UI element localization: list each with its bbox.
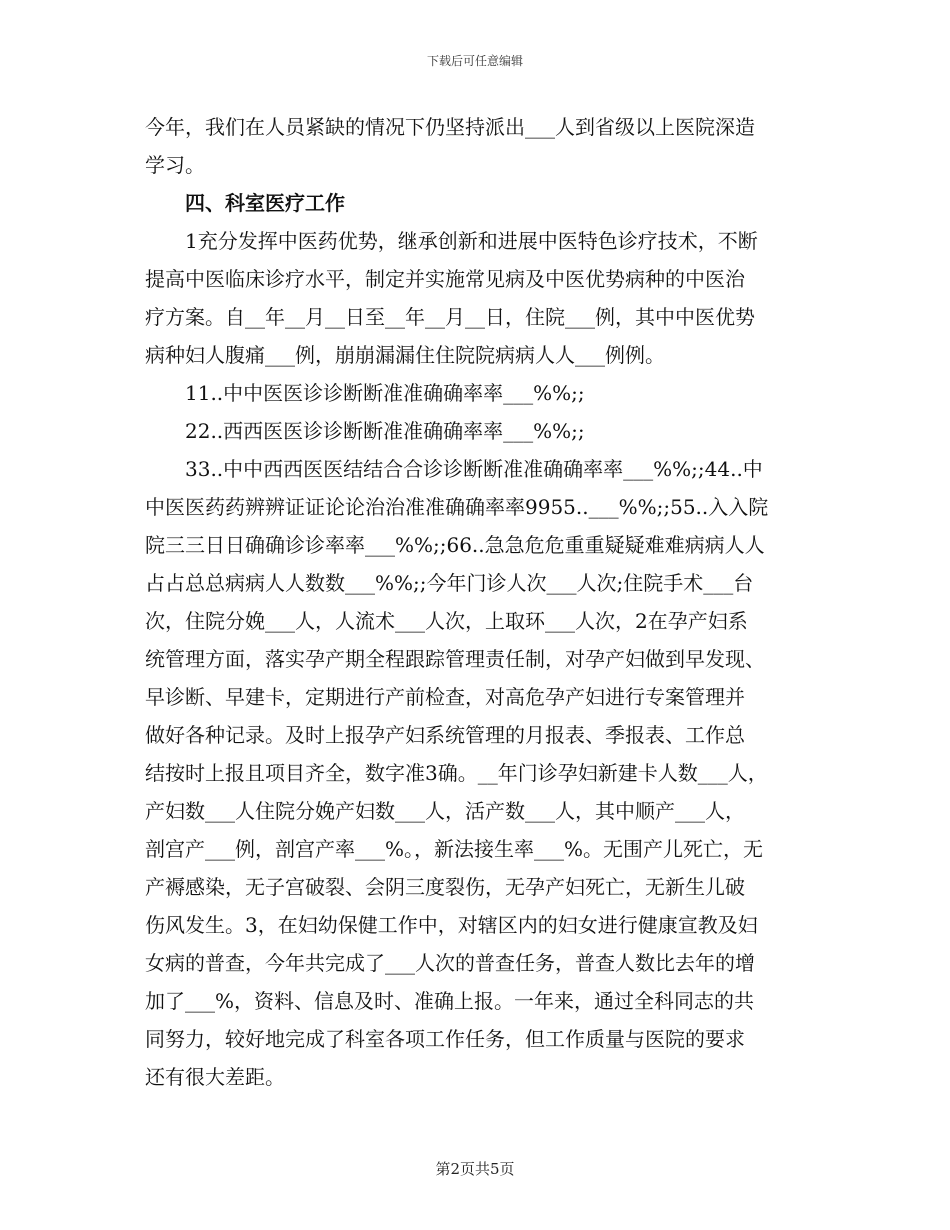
page-header: 下载后可任意编辑 bbox=[426, 54, 523, 68]
text-line: 提高中医临床诊疗水平，制定并实施常见病及中医优势病种的中医治 bbox=[145, 267, 745, 291]
text-line: 33..中中西西医医结结合合诊诊断断准准确确率率___%%;;44..中 bbox=[185, 457, 763, 481]
text-line: 还有很大差距。 bbox=[145, 1065, 285, 1089]
text-line: 疗方案。自__年__月__日至__年__月__日，住院___例，其中中医优势 bbox=[145, 305, 755, 329]
text-line: 统管理方面，落实孕产期全程跟踪管理责任制，对孕产妇做到早发现、 bbox=[145, 647, 765, 671]
text-line: 产妇数___人住院分娩产妇数___人，活产数___人，其中顺产___人， bbox=[145, 799, 745, 823]
text-line: 女病的普查，今年共完成了___人次的普查任务，普查人数比去年的增 bbox=[145, 951, 755, 975]
text-line: 早诊断、早建卡，定期进行产前检查，对高危孕产妇进行专案管理并 bbox=[145, 685, 745, 709]
text-line: 22..西西医医诊诊断断准准确确率率___%%;; bbox=[185, 419, 585, 443]
text-line: 同努力，较好地完成了科室各项工作任务，但工作质量与医院的要求 bbox=[145, 1027, 745, 1051]
text-line: 病种妇人腹痛___例，崩崩漏漏住住院院病病人人___例例。 bbox=[145, 343, 665, 367]
text-line: 今年，我们在人员紧缺的情况下仍坚持派出___人到省级以上医院深造 bbox=[145, 115, 755, 139]
text-line: 产褥感染，无子宫破裂、会阴三度裂伤，无孕产妇死亡，无新生儿破 bbox=[145, 875, 745, 899]
text-line: 做好各种记录。及时上报孕产妇系统管理的月报表、季报表、工作总 bbox=[145, 723, 745, 747]
text-line: 加了___%，资料、信息及时、准确上报。一年来，通过全科同志的共 bbox=[145, 989, 755, 1013]
text-line: 剖宫产___例，剖宫产率___%。，新法接生率___%。无围产儿死亡，无 bbox=[145, 837, 764, 861]
text-line: 学习。 bbox=[145, 153, 205, 177]
text-line: 结按时上报且项目齐全，数字准3确。__年门诊孕妇新建卡人数___人， bbox=[145, 761, 768, 785]
text-line: 伤风发生。3，在妇幼保健工作中，对辖区内的妇女进行健康宣教及妇 bbox=[145, 913, 758, 937]
document-body bbox=[145, 108, 810, 1096]
text-line: 院三三日日确确诊诊率率___%%;;66..急急危危重重疑疑难难病病人人 bbox=[145, 533, 765, 557]
text-line: 占占总总病病人人数数___%%;;今年门诊人次___人次;住院手术___台 bbox=[145, 571, 754, 595]
text-line: 11..中中医医诊诊断断准准确确率率___%%;; bbox=[185, 381, 585, 405]
text-line: 1充分发挥中医药优势，继承创新和进展中医特色诊疗技术，不断 bbox=[185, 229, 758, 253]
text-line: 次，住院分娩___人，人流术___人次，上取环___人次，2在孕产妇系 bbox=[145, 609, 748, 633]
text-line: 中医医药药辨辨证证论论治治准准确确率率9955..___%%;;55..入入院 bbox=[145, 495, 769, 519]
page-number: 第2页共5页 bbox=[435, 1160, 515, 1178]
section-heading: 四、科室医疗工作 bbox=[185, 191, 345, 215]
